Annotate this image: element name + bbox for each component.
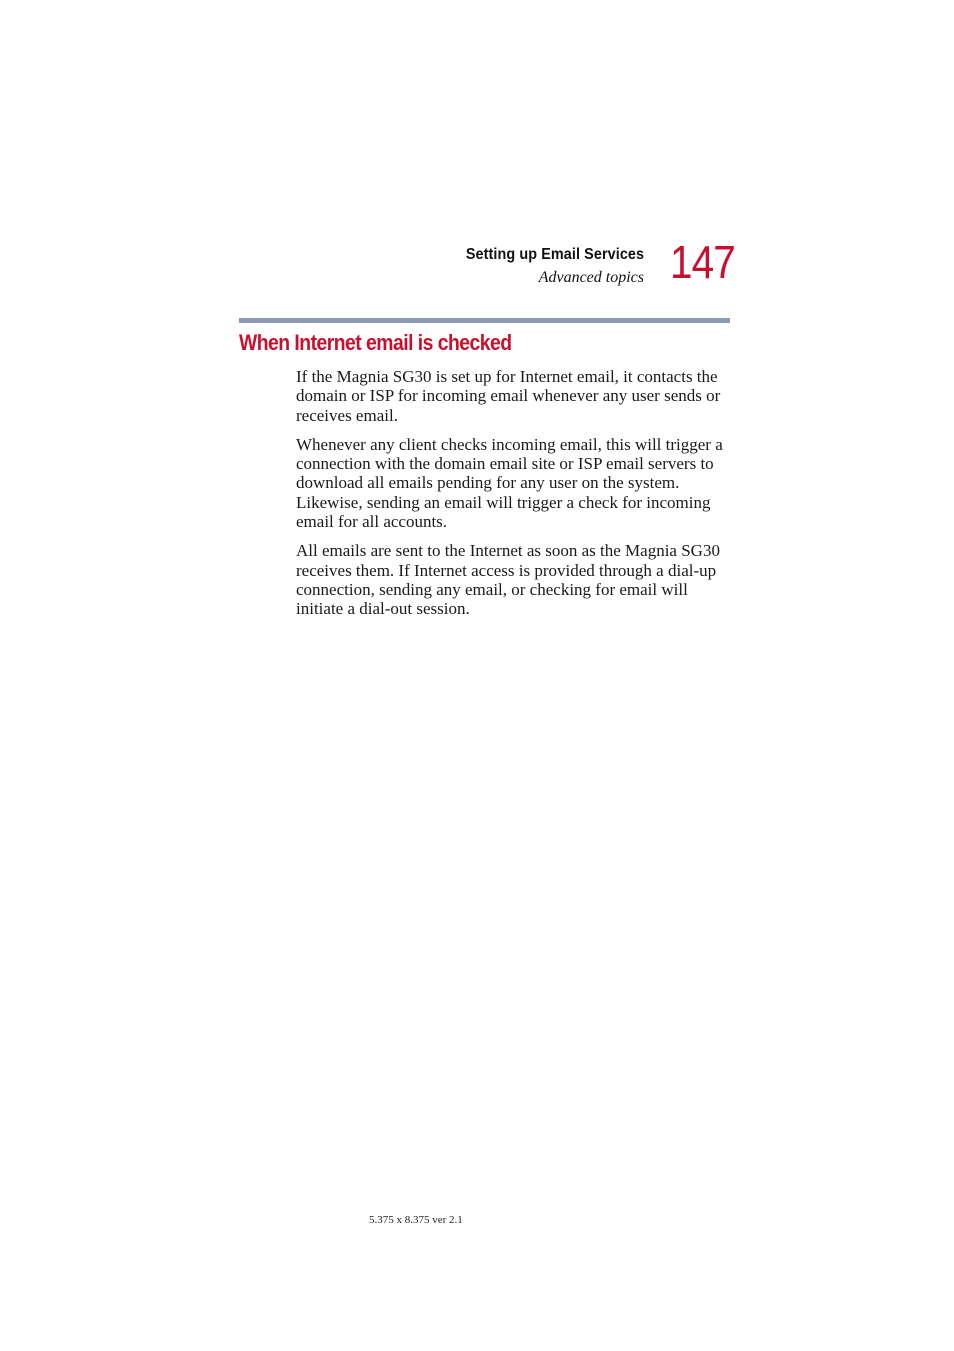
print-spec-footer: 5.375 x 8.375 ver 2.1: [369, 1214, 463, 1226]
page-number: 147: [670, 236, 735, 288]
paragraph: All emails are sent to the Internet as soon as the Magnia SG30 receives them. If Internet access is provided through a dial-up connection, sending any email, or checking for email will initiate a dial-out session.: [296, 541, 720, 619]
chapter-title: Setting up Email Services: [465, 246, 644, 263]
running-head: [446, 244, 644, 290]
body-text: [296, 367, 730, 629]
section-subtitle: Advanced topics: [538, 269, 644, 286]
paragraph: Whenever any client checks incoming email, this will trigger a connection with the domain email site or ISP email servers to download all emails pending for any user on the system. Likewise, sending an email will trigger a check for incoming email for all accounts.: [296, 434, 723, 532]
section-divider-rule: [239, 318, 730, 323]
section-heading: When Internet email is checked: [239, 330, 512, 355]
paragraph: If the Magnia SG30 is set up for Internet email, it contacts the domain or ISP for incoming email whenever any user sends or receives email.: [296, 367, 721, 425]
